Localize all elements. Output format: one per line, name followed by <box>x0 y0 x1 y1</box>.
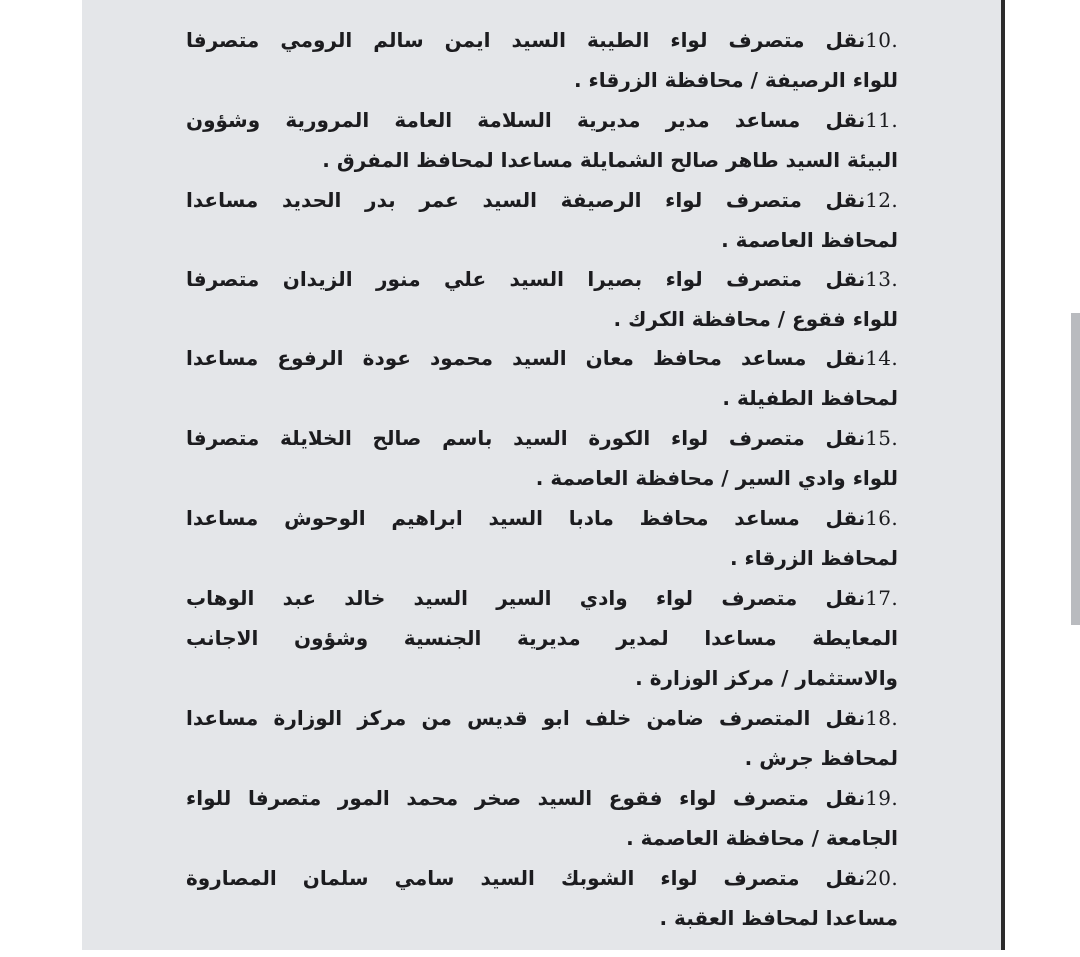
item-line: للواء الرصيفة / محافظة الزرقاء . <box>574 68 898 92</box>
item-line: لمحافظ العاصمة . <box>721 228 898 252</box>
item-number: 11. <box>865 108 898 132</box>
list-item-19 <box>186 778 898 858</box>
item-line: للواء فقوع / محافظة الكرك . <box>613 307 898 331</box>
item-number: 13. <box>865 267 898 291</box>
item-text: نقل متصرف لواء الكورة السيد باسم صالح الخلايلة متصرفا <box>186 426 866 450</box>
list-item-17 <box>186 578 898 698</box>
list-item-16 <box>186 498 898 578</box>
item-line <box>186 259 898 299</box>
item-line <box>186 698 898 738</box>
item-text: نقل متصرف لواء الطيبة السيد ايمن سالم الرومي متصرفا <box>186 28 866 52</box>
item-line <box>186 858 898 898</box>
item-line: لمحافظ جرش . <box>744 746 898 770</box>
item-number: 17. <box>865 586 898 610</box>
item-number: 15. <box>865 426 898 450</box>
item-line: لمحافظ الطفيلة . <box>722 386 898 410</box>
item-number: 19. <box>865 786 898 810</box>
item-line: المعايطة مساعدا لمدير مديرية الجنسية وشؤون الاجانب <box>186 626 898 650</box>
list-item-18 <box>186 698 898 778</box>
item-text: نقل متصرف لواء فقوع السيد صخر محمد المور متصرفا للواء <box>186 786 866 810</box>
item-number: 10. <box>865 28 898 52</box>
item-line <box>186 778 898 818</box>
item-line: للواء وادي السير / محافظة العاصمة . <box>535 466 898 490</box>
item-text: نقل متصرف لواء بصيرا السيد علي منور الزيدان متصرفا <box>186 267 866 291</box>
item-number: 16. <box>865 506 898 530</box>
item-line: مساعدا لمحافظ العقبة . <box>659 906 898 930</box>
item-number: 12. <box>865 188 898 212</box>
list-item-13 <box>186 259 898 339</box>
item-line: والاستثمار / مركز الوزارة . <box>635 666 898 690</box>
item-number: 20. <box>865 866 898 890</box>
item-line <box>186 418 898 458</box>
item-text: نقل مساعد محافظ معان السيد محمود عودة الرفوع مساعدا <box>186 346 866 370</box>
item-line <box>186 180 898 220</box>
list-item-10 <box>186 20 898 100</box>
item-text: نقل المتصرف ضامن خلف ابو قديس من مركز الوزارة مساعدا <box>186 706 866 730</box>
page-bottom-margin <box>82 950 1005 957</box>
item-line <box>186 20 898 60</box>
item-line <box>186 498 898 538</box>
item-text: نقل متصرف لواء وادي السير السيد خالد عبد الوهاب <box>186 586 866 610</box>
item-text: نقل مساعد مدير مديرية السلامة العامة المرورية وشؤون <box>186 108 866 132</box>
item-line <box>186 578 898 618</box>
list-item-11 <box>186 100 898 180</box>
item-number: 18. <box>865 706 898 730</box>
list-item-12 <box>186 180 898 260</box>
item-number: 14. <box>865 346 898 370</box>
item-line: البيئة السيد طاهر صالح الشمايلة مساعدا لمحافظ المفرق . <box>322 148 898 172</box>
list-item-20 <box>186 858 898 938</box>
item-line <box>186 338 898 378</box>
item-line: لمحافظ الزرقاء . <box>729 546 898 570</box>
item-line <box>186 100 898 140</box>
item-text: نقل متصرف لواء الرصيفة السيد عمر بدر الحديد مساعدا <box>186 188 866 212</box>
list-item-14 <box>186 338 898 418</box>
next-page-edge <box>1071 313 1080 625</box>
item-text: نقل متصرف لواء الشوبك السيد سامي سلمان المصاروة <box>186 866 866 890</box>
item-text: نقل مساعد محافظ مادبا السيد ابراهيم الوحوش مساعدا <box>186 506 866 530</box>
item-line: الجامعة / محافظة العاصمة . <box>626 826 898 850</box>
list-item-15 <box>186 418 898 498</box>
